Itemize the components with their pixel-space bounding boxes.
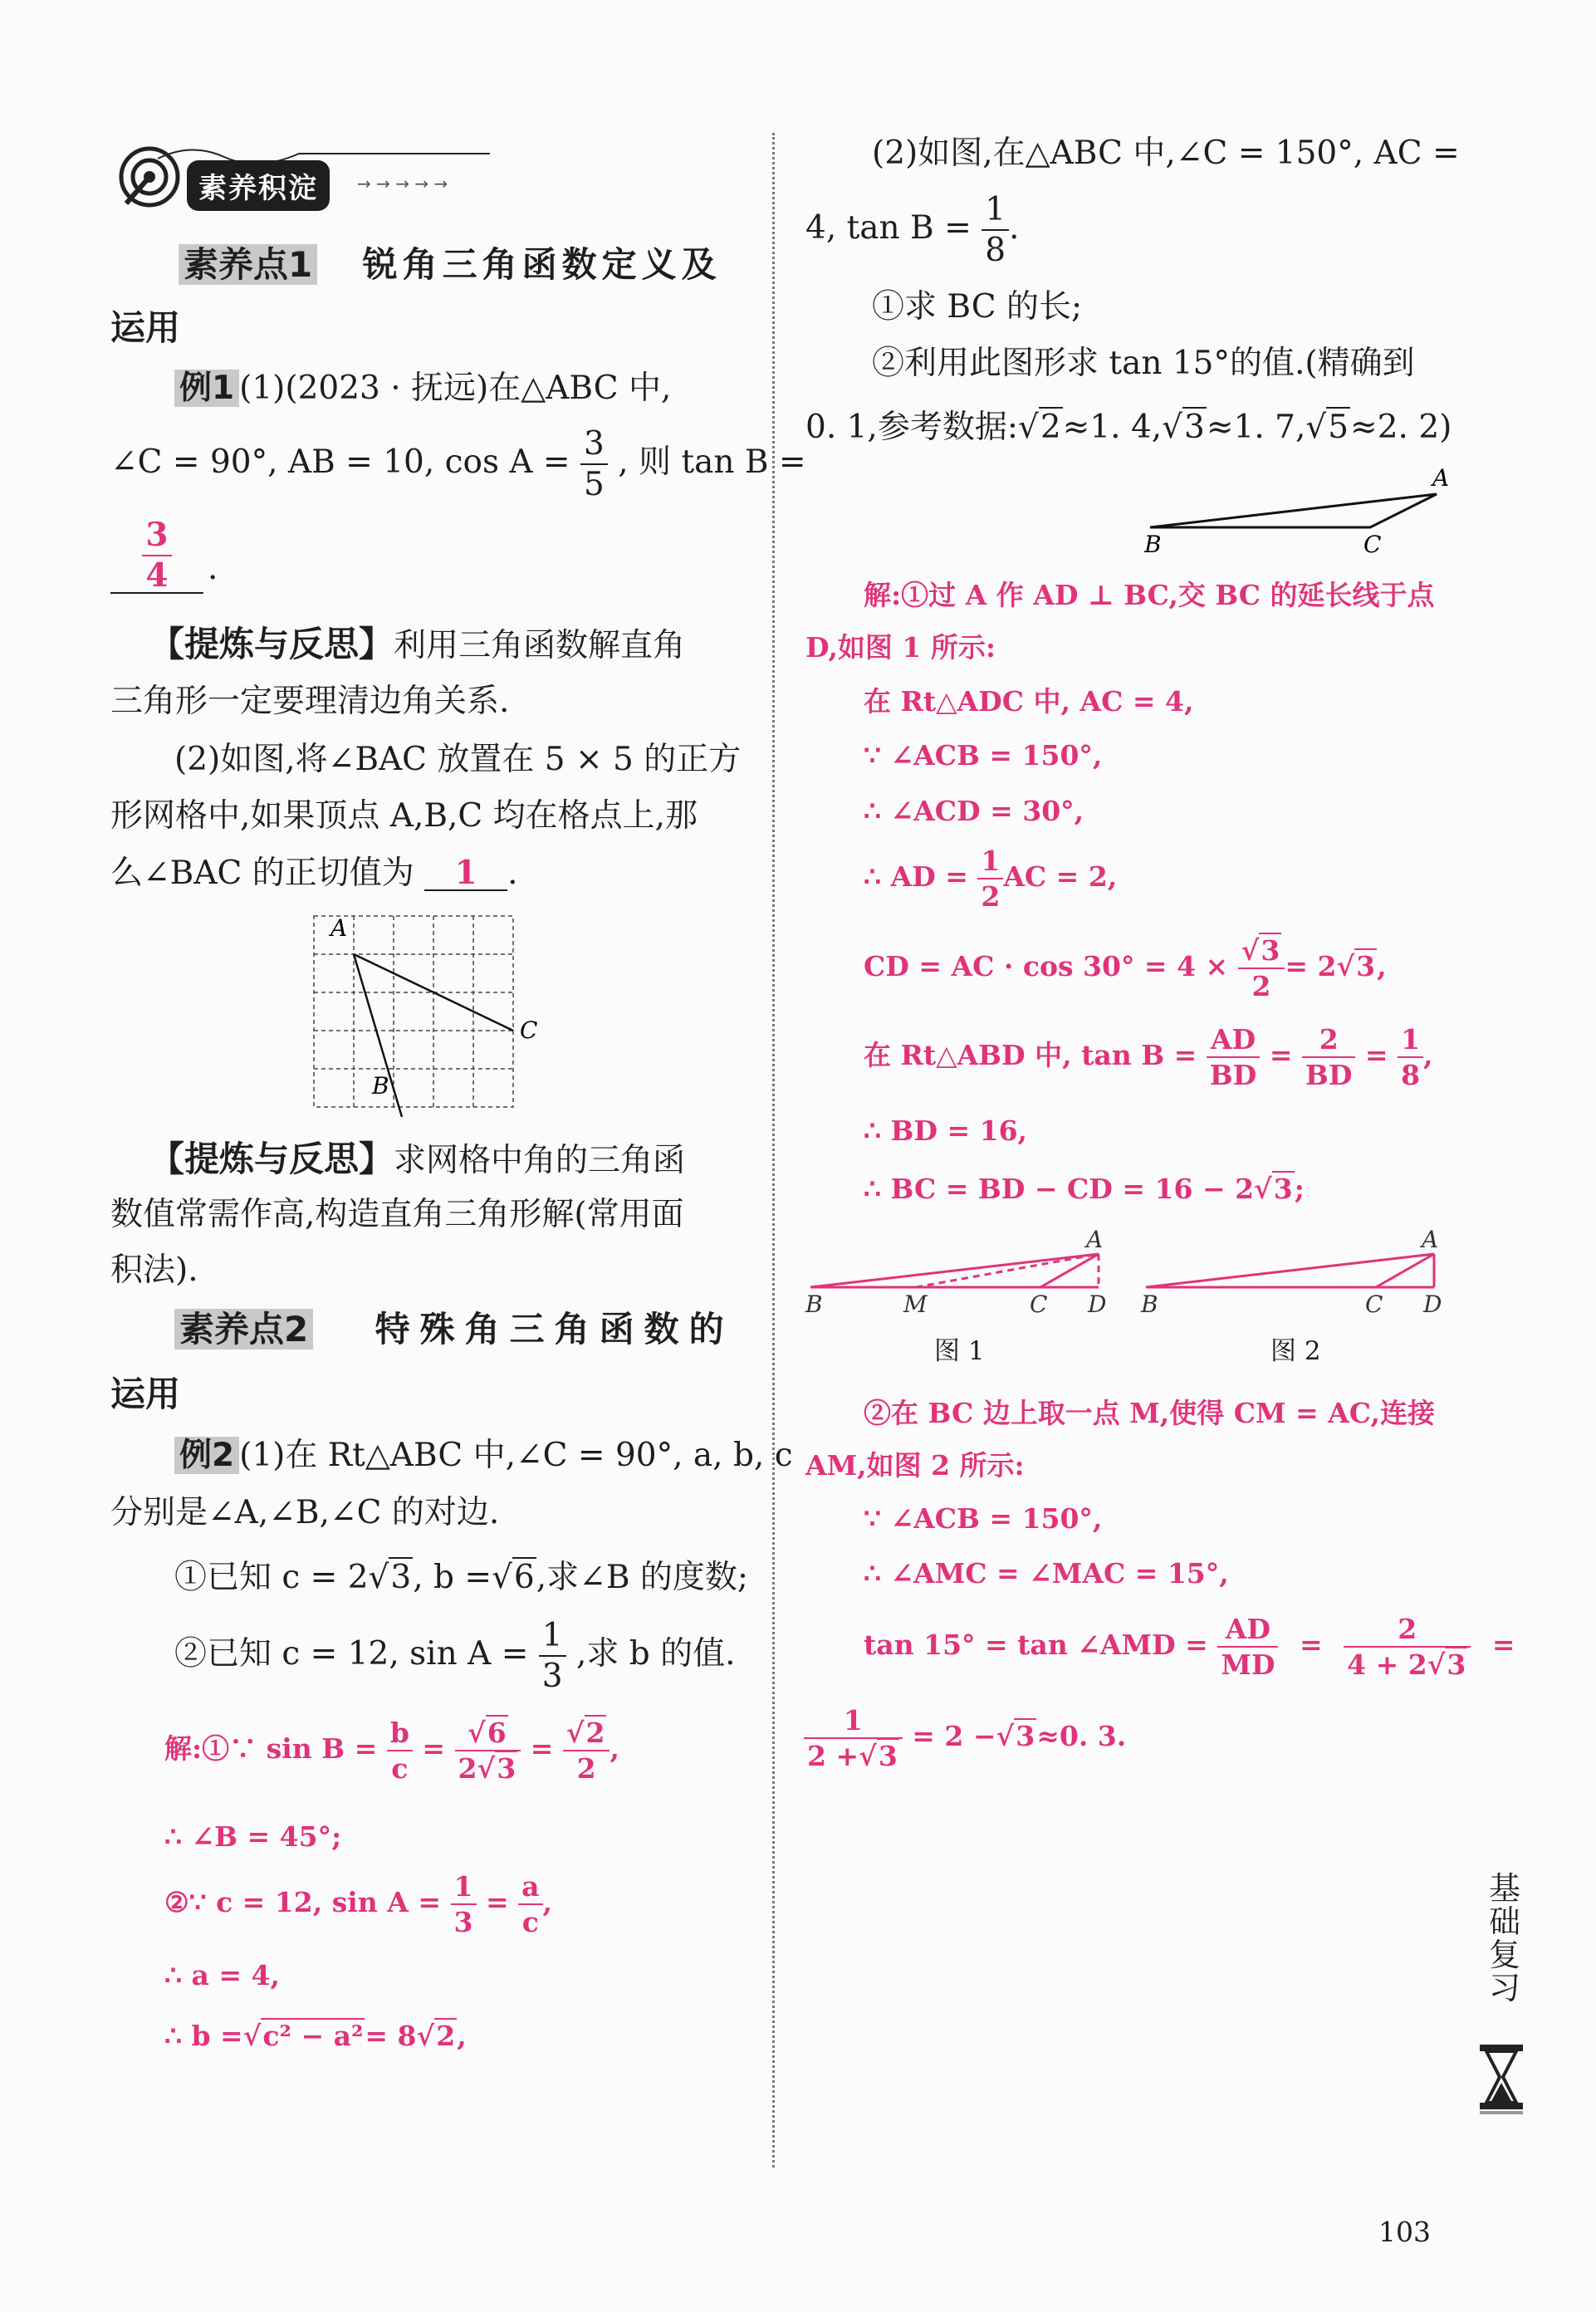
ex2-s1-b: , b = [413, 1559, 492, 1596]
fig-label-B: B [1144, 531, 1162, 556]
header-arrows: → → → → → [357, 174, 448, 193]
fig2-label-B: B [1141, 1291, 1158, 1318]
tanB-fraction: $\frac{1}{8}$ [982, 193, 1009, 267]
ex1-q1-text: (1)(2023 · 抚远)在△ABC 中, [239, 370, 672, 407]
fig1-label-D: D [1088, 1291, 1107, 1318]
ex2b-sol15-f2: $\frac{2}{4 + 2√3}$ [1344, 1615, 1471, 1678]
grid-figure [307, 909, 556, 1117]
page-number: 103 [1378, 2216, 1431, 2248]
ex2b-line1: (2)如图,在△ABC 中,∠C = 150°, AC = [872, 135, 1460, 172]
ex2-s1-r6: 6 [513, 1559, 535, 1596]
ex1-q1-text2: ∠C = 90°, AB = 10, cos A = [110, 443, 570, 481]
header-title: 素养积淀 [198, 172, 318, 205]
hourglass-icon [1478, 2043, 1525, 2118]
grid-lines [314, 916, 513, 1107]
ex1-q2-text: 么∠BAC 的正切值为 [110, 855, 414, 892]
ex2b-sol3: 在 Rt△ADC 中, AC = 4, [864, 685, 1194, 718]
ex2-s2-a: ②已知 c = 12, sin A = [174, 1635, 529, 1673]
ex2-sol1-f1: $\frac{b}{c}$ [387, 1719, 413, 1782]
ex1-answer-period: . [208, 550, 218, 587]
ex1-label: 例1 [174, 370, 239, 407]
ex2-sol5-b: = 8 [365, 2020, 417, 2052]
fig1-label-C: C [1030, 1291, 1048, 1318]
ex1-answer-fraction: $\frac{3}{4}$ [142, 519, 171, 592]
triangle-figure [1138, 457, 1461, 556]
figure-1-caption: 图 1 [934, 1336, 985, 1366]
ex2-sol3-f2: $\frac{a}{c}$ [518, 1873, 542, 1936]
ex2-s1: ①已知 c = 2√3, b =√6,求∠B 的度数; [174, 1559, 749, 1596]
reflect2-text: 求网格中角的三角函 [394, 1142, 686, 1179]
reflect2-line3: 积法). [110, 1252, 198, 1289]
ex2b-sol8-f2: $\frac{2}{BD}$ [1302, 1026, 1356, 1089]
ex1-q2-line3 [110, 854, 518, 892]
ex2b-sol4: ∵ ∠ACB = 150°, [864, 739, 1103, 771]
section-header [108, 137, 498, 212]
ex2-sol1-f3: $\frac{√2}{2}$ [563, 1719, 610, 1782]
ex2-sol1-f2: $\frac{√6}{2√3}$ [455, 1719, 521, 1782]
header-badge [187, 160, 330, 211]
ex1-q2-line2: 形网格中,如果顶点 A,B,C 均在格点上,那 [110, 797, 698, 835]
figure-2-caption: 图 2 [1270, 1336, 1321, 1366]
ex1-q2-line1: (2)如图,将∠BAC 放置在 5 × 5 的正方 [174, 741, 742, 778]
column-divider [772, 133, 775, 2168]
side-tab-char-4: 习 [1488, 1969, 1520, 2006]
ex2b-sol6-f: $\frac{1}{2}$ [977, 847, 1003, 910]
ex2-sol3-f1: $\frac{1}{3}$ [451, 1873, 477, 1936]
ex2b-sol11: ②在 BC 边上取一点 M,使得 CM = AC,连接 [864, 1397, 1435, 1429]
ex2-sol5-r2: 2 [436, 2020, 456, 2052]
ex2b-s1: ①求 BC 的长; [872, 288, 1083, 326]
ex2b-sol7-f: $\frac{√3}{2}$ [1238, 937, 1285, 1000]
fig2-label-D: D [1423, 1291, 1442, 1318]
point2-label: 素养点2 [174, 1309, 313, 1349]
side-tab [1480, 1870, 1530, 2006]
ex1-line1 [174, 370, 672, 407]
ex2-sol5: ∴ b =√c² − a²= 8√2, [164, 2020, 467, 2052]
reflect2-label: 【提炼与反思】 [149, 1139, 394, 1179]
fig-label-C: C [1363, 531, 1382, 556]
point1-label: 素养点1 [179, 244, 317, 285]
reflect2-line2: 数值常需作高,构造直角三角形解(常用面 [110, 1196, 684, 1233]
ex2b-sol8: 在 Rt△ABD 中, tan B = $\frac{AD}{BD}$ = $\frac{2}{BD}$ = $\frac{1}{8}$ , [864, 1023, 1433, 1091]
side-tab-char-3: 复 [1488, 1936, 1520, 1973]
fig2-label-A: A [1422, 1226, 1439, 1253]
side-tab-char-2: 础 [1488, 1903, 1520, 1940]
figure-1 [804, 1221, 1119, 1329]
reflect1-text: 利用三角函数解直角 [394, 627, 686, 664]
ex1-line2 [110, 425, 806, 503]
ex2-text1: (1)在 Rt△ABC 中,∠C = 90°, a, b, c [239, 1437, 793, 1474]
ex2-label: 例2 [174, 1437, 239, 1474]
ex2-s1-c: ,求∠B 的度数; [536, 1559, 749, 1596]
ex2b-sol8-f3: $\frac{1}{8}$ [1398, 1026, 1423, 1089]
fig2-label-C: C [1365, 1291, 1383, 1318]
ex2b-sol8-f1: $\frac{AD}{BD}$ [1207, 1026, 1261, 1089]
ex2-s2 [174, 1617, 736, 1695]
figure-2 [1139, 1221, 1455, 1329]
fig-label-A: A [1432, 464, 1450, 492]
ex2-sol3-a: ②∵ c = 12, sin A = [164, 1886, 442, 1918]
ex2b-line2: 4, tan B = $\frac{1}{8}$ . [805, 191, 1020, 269]
ex2b-sol15-f1: $\frac{AD}{MD}$ [1217, 1615, 1278, 1678]
reflect1-label: 【提炼与反思】 [149, 624, 394, 664]
ex2b-sol6: ∴ AD = $\frac{1}{2}$ AC = 2, [864, 845, 1118, 913]
ex2b-sol1: 解:①过 A 作 AD ⊥ BC,交 BC 的延长线于点 [864, 579, 1435, 611]
fig1-label-M: M [903, 1291, 928, 1318]
ex2-sol1-a: 解:①∵ sin B = [164, 1732, 378, 1765]
ex2b-sol14: ∴ ∠AMC = ∠MAC = 15°, [864, 1557, 1229, 1590]
ex2b-sol7-a: CD = AC · cos 30° = 4 × [864, 950, 1229, 982]
fig1-label-B: B [805, 1291, 823, 1318]
ex1-q2-answer: 1 [424, 857, 507, 891]
ex2-line1 [174, 1439, 793, 1472]
cosA-fraction: $\frac{3}{5}$ [580, 428, 608, 501]
ex2b-sol7: CD = AC · cos 30° = 4 × $\frac{√3}{2}$ = 2√3, [864, 934, 1387, 1002]
ex2b-sol15-a: tan 15° = tan ∠AMD = [864, 1629, 1208, 1661]
ex2b-s2: ②利用此图形求 tan 15°的值.(精确到 [872, 345, 1415, 382]
ex2b-sol16: $\frac{1}{2 +√3}$ = 2 −√3≈0. 3. [804, 1707, 1126, 1770]
fig1-label-A: A [1086, 1226, 1104, 1253]
ex2-sol3: ②∵ c = 12, sin A = $\frac{1}{3}$ = $\frac{a}{c}$ , [164, 1870, 553, 1938]
ex2-sol2: ∴ ∠B = 45°; [164, 1820, 342, 1853]
reflect1-line1 [149, 624, 686, 664]
ex2b-sol2: D,如图 1 所示: [805, 631, 996, 664]
grid-label-C: C [520, 1016, 538, 1044]
ex2b-sol10-a: ∴ BC = BD − CD = 16 − 2 [864, 1173, 1255, 1205]
ex2b-sol10: ∴ BC = BD − CD = 16 − 2√3; [864, 1173, 1305, 1205]
ex2-s2-b: ,求 b 的值. [576, 1635, 736, 1673]
ex2b-sol5: ∴ ∠ACD = 30°, [864, 795, 1084, 827]
grid-label-A: A [330, 914, 348, 942]
point1-heading [179, 244, 722, 285]
ex2b-sol16-f: $\frac{1}{2 +√3}$ [804, 1707, 903, 1770]
ex2-sol5-a: ∴ b = [164, 2020, 243, 2052]
ex2-s1-r3: 3 [390, 1559, 412, 1596]
point2-heading [174, 1309, 734, 1349]
ex2-s1-a: ①已知 c = 2 [174, 1559, 369, 1596]
point2-title-cont: 运用 [110, 1374, 181, 1414]
ex1-q2-end: . [507, 855, 518, 892]
ex2b-sol6-a: ∴ AD = [864, 860, 968, 893]
side-tab-char-1: 基 [1488, 1870, 1520, 1907]
sinA-fraction: $\frac{1}{3}$ [539, 1619, 566, 1692]
ex1-q1-text3: , 则 tan B = [618, 443, 806, 481]
ex2b-sol8-a: 在 Rt△ABD 中, tan B = [864, 1039, 1197, 1071]
ex2b-sol9: ∴ BD = 16, [864, 1114, 1028, 1147]
ex2-sol4: ∴ a = 4, [164, 1959, 280, 1991]
reflect1-line2: 三角形一定要理清边角关系. [110, 683, 510, 720]
point1-title: 锐角三角函数定义及 [362, 244, 722, 285]
ex2b-sol13: ∵ ∠ACB = 150°, [864, 1502, 1103, 1535]
point2-title: 特殊角三角函数的 [375, 1309, 734, 1349]
point1-title-cont: 运用 [110, 307, 181, 348]
ex1-answer [110, 516, 203, 595]
ex2b-line2-a: 4, tan B = [805, 209, 972, 247]
ex2-sol1: 解:①∵ sin B = $\frac{b}{c}$ = $\frac{√6}{2√3}$ = $\frac{√2}{2}$ , [164, 1717, 619, 1785]
ex2b-s3: 0. 1,参考数据:√2≈1. 4,√3≈1. 7,√5≈2. 2) [805, 409, 1452, 446]
ex2-sol5-r: c² − a² [262, 2020, 364, 2052]
reflect2-line1 [149, 1139, 686, 1179]
ex2b-s3-a: 0. 1,参考数据: [805, 409, 1018, 446]
ex2-line2: 分别是∠A,∠B,∠C 的对边. [110, 1494, 500, 1531]
ex2b-sol15: tan 15° = tan ∠AMD = $\frac{AD}{MD}$ = $\frac{2}{4 + 2√3}$ = [864, 1613, 1515, 1681]
ex2b-sol12: AM,如图 2 所示: [805, 1449, 1025, 1482]
grid-label-B: B [372, 1072, 389, 1100]
